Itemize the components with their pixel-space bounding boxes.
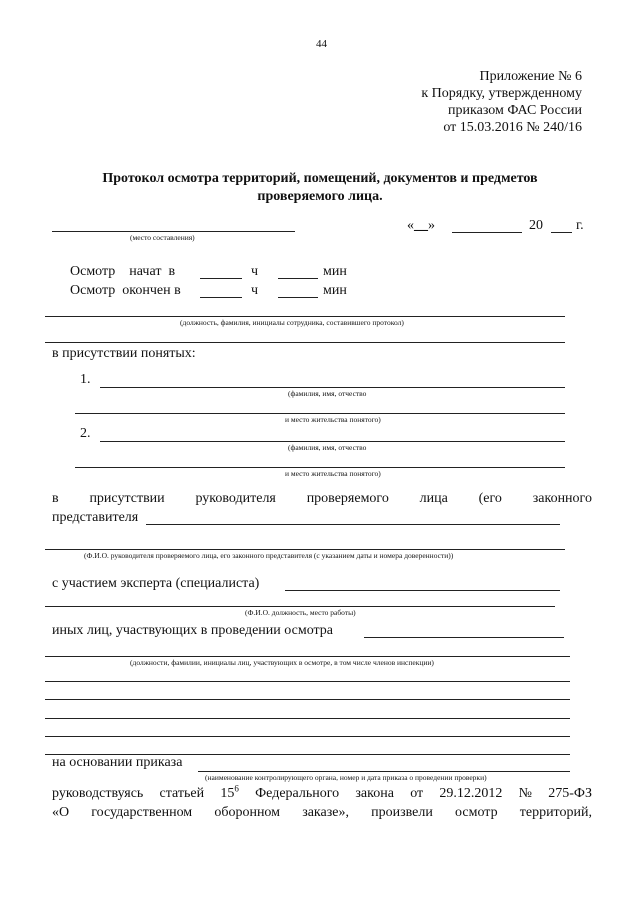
- official-field-2[interactable]: [45, 342, 565, 343]
- witnesses-heading: в присутствии понятых:: [52, 346, 196, 361]
- date-year-prefix: 20: [529, 218, 543, 233]
- minutes-label: мин: [323, 264, 347, 279]
- minutes-label: мин: [323, 283, 347, 298]
- started-minutes-field[interactable]: [278, 278, 318, 279]
- witness-2-name-field[interactable]: [100, 441, 565, 442]
- appendix-line-3: приказом ФАС России: [448, 103, 582, 118]
- hours-label: ч: [251, 264, 259, 279]
- official-caption: (должность, фамилия, инициалы сотрудника, составившего протокол): [180, 318, 404, 327]
- expert-label: с участием эксперта (специалиста): [52, 576, 260, 591]
- expert-field[interactable]: [285, 590, 560, 591]
- expert-caption: (Ф.И.О. должность, место работы): [245, 608, 356, 617]
- order-field[interactable]: [198, 771, 570, 772]
- expert-field-2[interactable]: [45, 606, 555, 607]
- order-label: на основании приказа: [52, 755, 183, 770]
- witness-1-residence-field[interactable]: [75, 413, 565, 414]
- witness-2-name-caption: (фамилия, имя, отчество: [288, 443, 367, 452]
- started-hours-field[interactable]: [200, 278, 242, 279]
- ended-hours-field[interactable]: [200, 297, 242, 298]
- witness-2-number: 2.: [80, 426, 91, 441]
- date-day-field[interactable]: __: [414, 218, 428, 233]
- other-persons-field-5[interactable]: [45, 718, 570, 719]
- hours-label: ч: [251, 283, 259, 298]
- appendix-line-1: Приложение № 6: [479, 69, 582, 84]
- witness-1-name-caption: (фамилия, имя, отчество: [288, 389, 367, 398]
- ended-minutes-field[interactable]: [278, 297, 318, 298]
- page-number: 44: [316, 38, 327, 50]
- date-month-field[interactable]: [452, 232, 522, 233]
- witness-1-name-field[interactable]: [100, 387, 565, 388]
- representative-field-2[interactable]: [45, 549, 565, 550]
- guided-by-line-2: «О государственном оборонном заказе», произвели осмотр территорий,: [52, 805, 592, 820]
- head-presence-line: в присутствии руководителя проверяемого лица (его законного: [52, 491, 592, 506]
- appendix-line-4: от 15.03.2016 № 240/16: [443, 120, 582, 135]
- title-line-2: проверяемого лица.: [257, 189, 383, 204]
- representative-field[interactable]: [146, 524, 560, 525]
- appendix-line-2: к Порядку, утвержденному: [421, 86, 582, 101]
- other-persons-caption: (должности, фамилии, инициалы лиц, участвующих в осмотре, в том числе членов инспекции): [130, 658, 434, 667]
- guided-by-line-1: руководствуясь статьей $15^6$ Федерального закона от 29.12.2012 № 275-ФЗ: [52, 783, 592, 801]
- appendix-block: [421, 68, 582, 136]
- representative-caption: (Ф.И.О. руководителя проверяемого лица, его законного представителя (с указанием даты и номера доверенности)): [84, 551, 454, 560]
- date-year-field[interactable]: [551, 232, 572, 233]
- other-persons-field-3[interactable]: [45, 681, 570, 682]
- representative-label: представителя: [52, 510, 139, 525]
- document-title: [0, 170, 640, 206]
- other-persons-field-4[interactable]: [45, 699, 570, 700]
- inspection-ended-label: Осмотр окончен в: [70, 283, 181, 298]
- article-superscript: 6: [234, 783, 239, 794]
- witness-2-residence-caption: и место жительства понятого): [285, 469, 381, 478]
- date-day: «__»: [407, 218, 435, 233]
- title-line-1: Протокол осмотра территорий, помещений, документов и предметов: [102, 171, 538, 186]
- other-persons-field[interactable]: [364, 637, 564, 638]
- other-persons-field-2[interactable]: [45, 656, 570, 657]
- witness-1-number: 1.: [80, 372, 91, 387]
- place-field[interactable]: [52, 231, 295, 232]
- place-caption: (место составления): [130, 233, 195, 242]
- other-persons-label: иных лиц, участвующих в проведении осмотра: [52, 623, 334, 638]
- date-year-suffix: г.: [576, 218, 584, 233]
- inspection-started-label: Осмотр начат в: [70, 264, 176, 279]
- witness-1-residence-caption: и место жительства понятого): [285, 415, 381, 424]
- order-caption: (наименование контролирующего органа, номер и дата приказа о проведении проверки): [205, 773, 487, 782]
- other-persons-field-6[interactable]: [45, 736, 570, 737]
- witness-2-residence-field[interactable]: [75, 467, 565, 468]
- official-field[interactable]: [45, 316, 565, 317]
